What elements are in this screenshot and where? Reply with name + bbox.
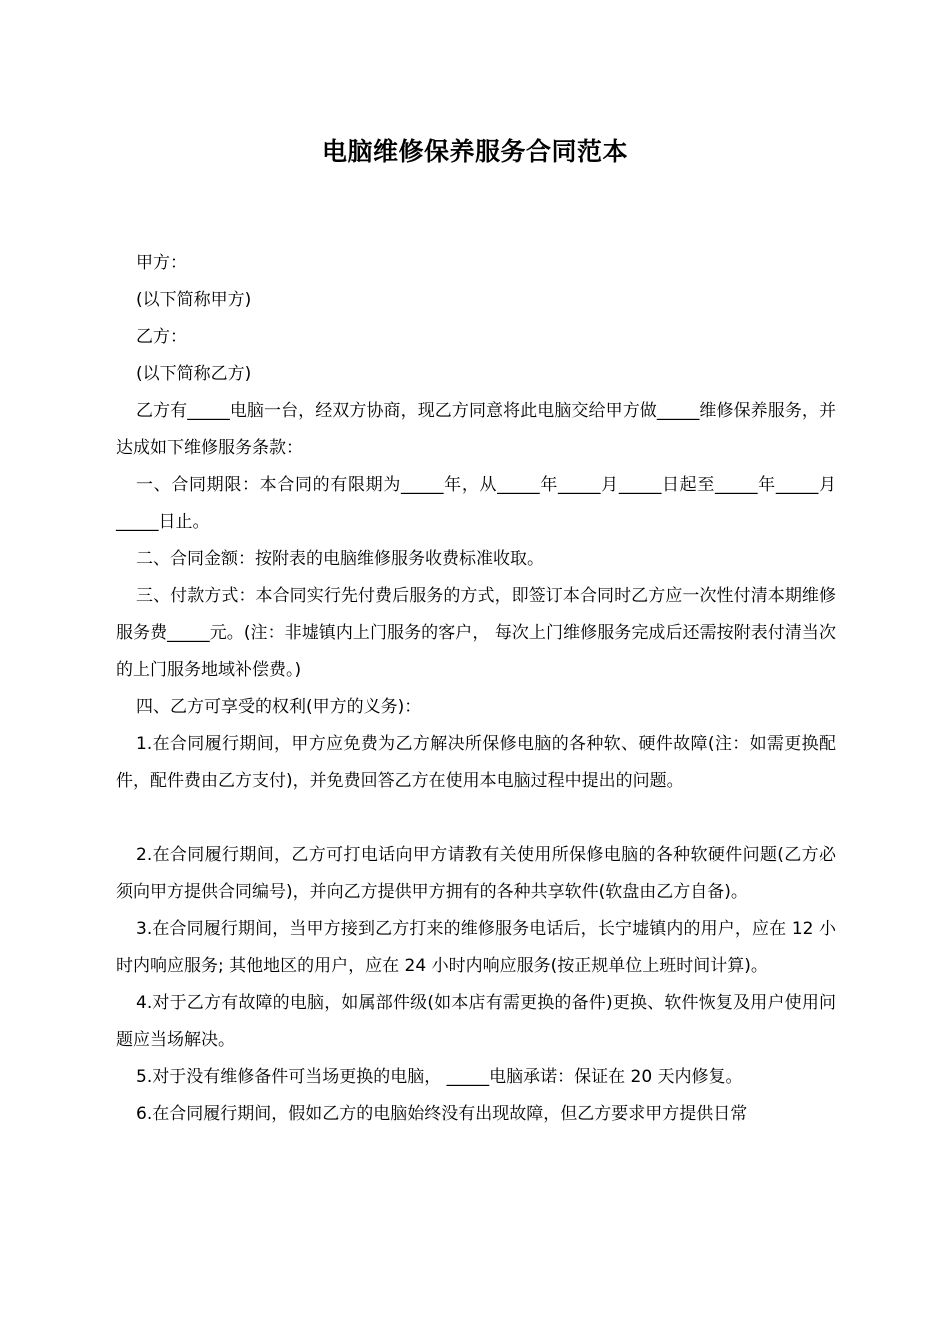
document-body: [116, 245, 836, 1133]
document-title: 电脑维修保养服务合同范本: [321, 137, 628, 166]
party-b-note: (以下简称乙方): [136, 364, 252, 384]
rights-item-4: 4.对于乙方有故障的电脑，如属部件级(如本店有需更换的备件)更换、软件恢复及用户使用问题应当场解决。: [116, 993, 836, 1050]
rights-item-3: 3.在合同履行期间，当甲方接到乙方打来的维修服务电话后，长宁墟镇内的用户，应在 12 小时内响应服务; 其他地区的用户，应在 24 小时内响应服务(按正规单位上班时间计算)。: [116, 919, 836, 976]
intro-paragraph: 乙方有_____电脑一台，经双方协商，现乙方同意将此电脑交给甲方做_____维修保养服务，并达成如下维修服务条款：: [116, 401, 836, 458]
clause-payment: 三、付款方式：本合同实行先付费后服务的方式，即签订本合同时乙方应一次性付清本期维修服务费_____元。(注：非墟镇内上门服务的客户， 每次上门维修服务完成后还需按附表付清当次的上门服务地域补偿费。): [116, 586, 836, 680]
rights-item-5: 5.对于没有维修备件可当场更换的电脑， _____电脑承诺：保证在 20 天内修复。: [136, 1067, 743, 1087]
rights-item-1: 1.在合同履行期间，甲方应免费为乙方解决所保修电脑的各种软、硬件故障(注：如需更换配件，配件费由乙方支付)，并免费回答乙方在使用本电脑过程中提出的问题。: [116, 734, 836, 791]
party-b-label: 乙方：: [136, 327, 187, 347]
rights-item-6: 6.在合同履行期间，假如乙方的电脑始终没有出现故障，但乙方要求甲方提供日常: [136, 1104, 748, 1124]
party-a-note: (以下简称甲方): [136, 290, 252, 310]
clause-rights-heading: 四、乙方可享受的权利(甲方的义务)：: [136, 697, 422, 717]
clause-amount: 二、合同金额：按附表的电脑维修服务收费标准收取。: [136, 549, 544, 569]
rights-item-2: 2.在合同履行期间，乙方可打电话向甲方请教有关使用所保修电脑的各种软硬件问题(乙方必须向甲方提供合同编号)，并向乙方提供甲方拥有的各种共享软件(软盘由乙方自备)。: [116, 845, 836, 902]
party-a-label: 甲方：: [136, 253, 187, 273]
clause-term: 一、合同期限：本合同的有限期为_____年，从_____年_____月_____日起至_____年_____月_____日止。: [116, 475, 836, 532]
